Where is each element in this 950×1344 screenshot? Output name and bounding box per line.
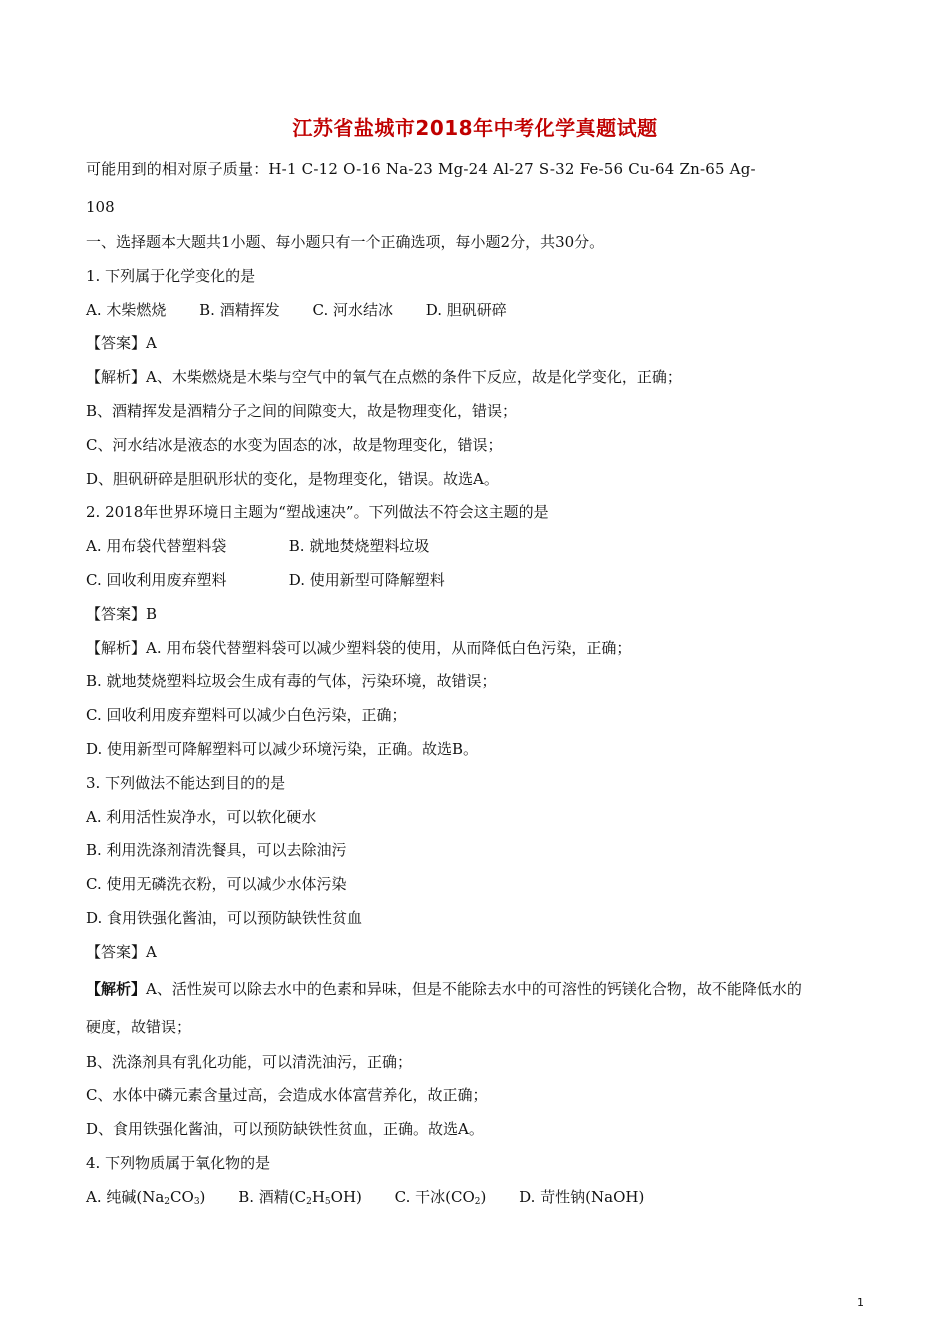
q4-b-sub2: 5 bbox=[324, 1196, 331, 1207]
document-body bbox=[86, 150, 868, 1215]
question-1-options bbox=[86, 294, 868, 328]
q4-a-sub1: 2 bbox=[164, 1196, 171, 1207]
q4-b-mid: H bbox=[311, 1187, 325, 1206]
question-1-stem: 1. 下列属于化学变化的是 bbox=[86, 266, 256, 285]
q4-option-b bbox=[238, 1181, 362, 1220]
question-3-analysis-1-cont: 硬度，故错误； bbox=[86, 1017, 192, 1036]
q4-a-end: ) bbox=[199, 1187, 206, 1206]
q3-option-a: A. 利用活性炭净水，可以软化硬水 bbox=[86, 807, 317, 826]
question-2-answer: 【答案】B bbox=[86, 604, 158, 623]
question-3-analysis-2: B、洗涤剂具有乳化功能，可以清洗油污，正确； bbox=[86, 1052, 413, 1071]
q2-option-c: C. 回收利用废弃塑料 bbox=[86, 570, 227, 589]
question-3-answer: 【答案】A bbox=[86, 942, 157, 961]
question-1-analysis-2: B、酒精挥发是酒精分子之间的间隙变大，故是物理变化，错误； bbox=[86, 401, 518, 420]
q4-a-mid: CO bbox=[170, 1187, 194, 1206]
question-1-analysis-3: C、河水结冰是液态的水变为固态的冰，故是物理变化，错误； bbox=[86, 435, 503, 454]
section-heading: 一、选择题本大题共1小题、每小题只有一个正确选项，每小题2分，共30分。 bbox=[86, 233, 605, 251]
q4-b-sub1: 2 bbox=[306, 1196, 312, 1207]
q4-option-d: D. 苛性钠(NaOH) bbox=[519, 1187, 645, 1206]
q3-option-c: C. 使用无磷洗衣粉，可以减少水体污染 bbox=[86, 875, 347, 894]
q4-b-text: B. 酒精(C bbox=[238, 1187, 307, 1206]
q1-option-b: B. 酒精挥发 bbox=[199, 300, 280, 319]
question-4-stem: 4. 下列物质属于氧化物的是 bbox=[86, 1153, 271, 1172]
q4-a-sub2: 3 bbox=[193, 1196, 200, 1207]
question-3-analysis-1 bbox=[86, 970, 868, 1008]
question-2-options-row2 bbox=[86, 564, 868, 598]
q4-option-c bbox=[395, 1181, 487, 1220]
question-2-options-row1 bbox=[86, 530, 868, 564]
question-2-analysis-2: B. 就地焚烧塑料垃圾会生成有毒的气体，污染环境，故错误； bbox=[86, 672, 497, 691]
question-1-answer: 【答案】A bbox=[86, 334, 157, 353]
question-4-options bbox=[86, 1181, 868, 1215]
question-3-stem: 3. 下列做法不能达到目的的是 bbox=[86, 773, 286, 792]
q2-option-d: D. 使用新型可降解塑料 bbox=[288, 570, 445, 589]
document-title: 江苏省盐城市2018年中考化学真题试题 bbox=[292, 116, 658, 140]
question-1-analysis-4: D、胆矾研碎是胆矾形状的变化，是物理变化，错误。故选A。 bbox=[86, 469, 499, 488]
question-2-analysis-3: C. 回收利用废弃塑料可以减少白色污染，正确； bbox=[86, 706, 407, 725]
q1-option-d: D. 胆矾研碎 bbox=[425, 300, 507, 319]
q2-option-b: B. 就地焚烧塑料垃圾 bbox=[288, 537, 430, 556]
question-2-analysis-4: D. 使用新型可降解塑料可以减少环境污染，正确。故选B。 bbox=[86, 739, 479, 758]
analysis-label: 【解析】 bbox=[86, 979, 147, 998]
question-2-stem: 2. 2018年世界环境日主题为“塑战速决”。下列做法不符会这主题的是 bbox=[86, 503, 549, 522]
question-3-analysis-3: C、水体中磷元素含量过高，会造成水体富营养化，故正确； bbox=[86, 1086, 488, 1105]
question-2-analysis-1: 【解析】A. 用布袋代替塑料袋可以减少塑料袋的使用，从而降低白色污染，正确； bbox=[86, 638, 632, 657]
q4-b-end: OH) bbox=[330, 1187, 362, 1206]
q4-a-text: A. 纯碱(Na bbox=[86, 1187, 165, 1206]
q4-c-sub1: 2 bbox=[474, 1196, 481, 1207]
atomic-mass-line-cont: 108 bbox=[86, 198, 115, 216]
q2-option-a: A. 用布袋代替塑料袋 bbox=[86, 537, 227, 556]
q1-option-c: C. 河水结冰 bbox=[312, 300, 393, 319]
q4-c-text: C. 干冰(CO bbox=[394, 1187, 475, 1206]
q4-c-end: ) bbox=[480, 1187, 487, 1206]
analysis-text: A、活性炭可以除去水中的色素和异味，但是不能除去水中的可溶性的钙镁化合物，故不能降低水的 bbox=[146, 979, 802, 998]
q3-option-b: B. 利用洗涤剂清洗餐具，可以去除油污 bbox=[86, 841, 347, 860]
q1-option-a: A. 木柴燃烧 bbox=[86, 300, 167, 319]
atomic-mass-line: 可能用到的相对原子质量：H-1 C-12 O-16 Na-23 Mg-24 Al-27 S-32 Fe-56 Cu-64 Zn-65 Ag- bbox=[86, 160, 756, 178]
q4-option-a bbox=[86, 1181, 205, 1220]
question-3-analysis-4: D、食用铁强化酱油，可以预防缺铁性贫血，正确。故选A。 bbox=[86, 1120, 484, 1139]
q3-option-d: D. 食用铁强化酱油，可以预防缺铁性贫血 bbox=[86, 908, 363, 927]
question-1-analysis-1: 【解析】A、木柴燃烧是木柴与空气中的氧气在点燃的条件下反应，故是化学变化，正确； bbox=[86, 368, 682, 387]
page-number: 1 bbox=[857, 1296, 864, 1309]
